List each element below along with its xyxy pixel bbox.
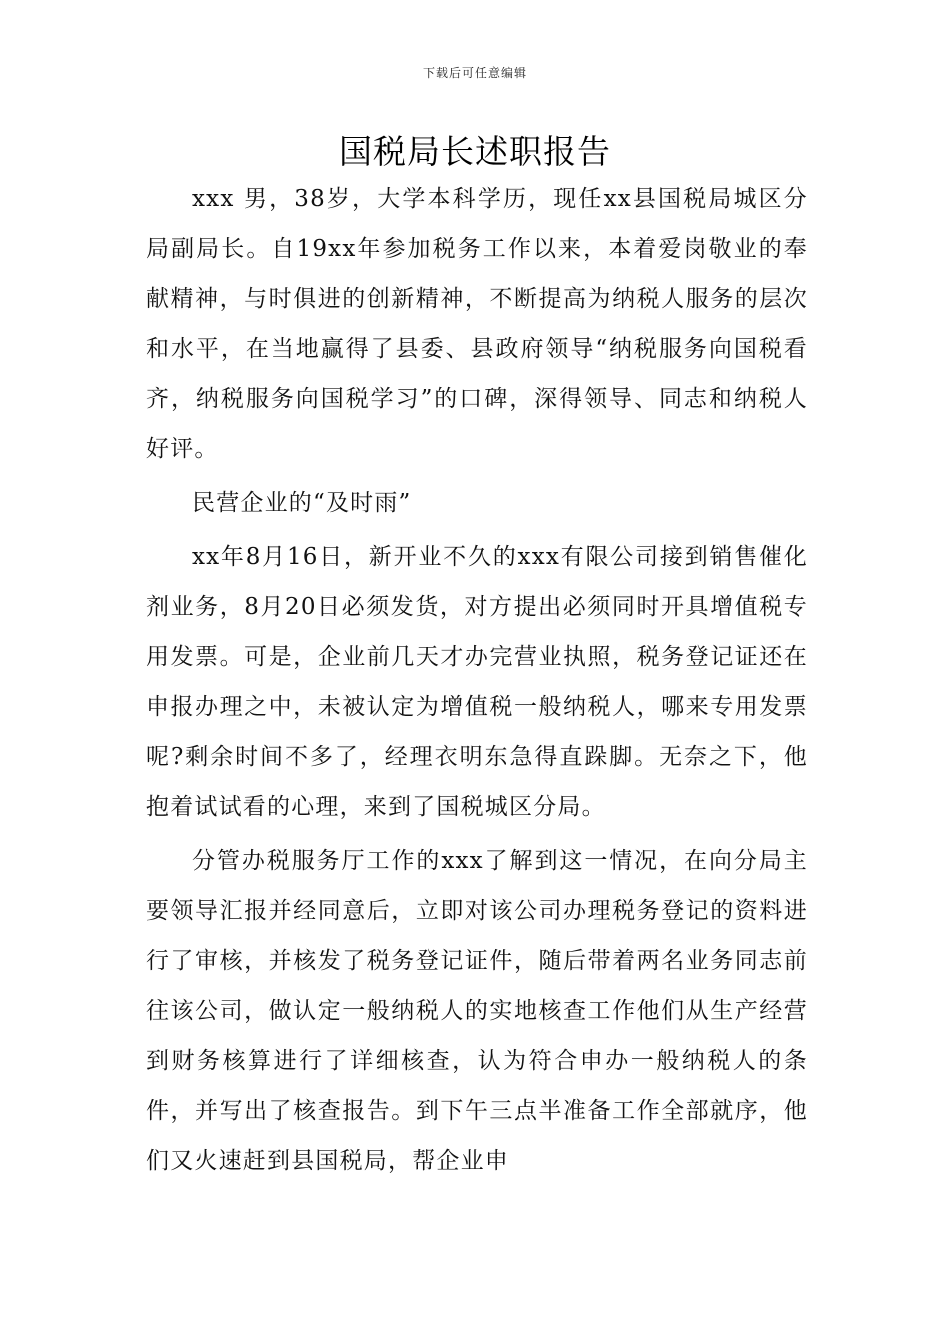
document-title: 国税局长述职报告 xyxy=(339,132,611,171)
document-body xyxy=(146,174,808,1186)
paragraph-intro: xxx 男，38岁，大学本科学历，现任xx县国税局城区分局副局长。自19xx年参加税务工作以来，本着爱岗敬业的奉献精神，与时俱进的创新精神，不断提高为纳税人服务的层次和水平，在当地赢得了县委、县政府领导“纳税服务向国税看齐，纳税服务向国税学习”的口碑，深得领导、同志和纳税人好评。 xyxy=(146,186,808,462)
paragraph-followup: 分管办税服务厅工作的xxx了解到这一情况，在向分局主要领导汇报并经同意后，立即对该公司办理税务登记的资料进行了审核，并核发了税务登记证件，随后带着两名业务同志前往该公司，做认定一般纳税人的实地核查工作他们从生产经营到财务核算进行了详细核查，认为符合申办一般纳税人的条件，并写出了核查报告。到下午三点半准备工作全部就序，他们又火速赶到县国税局，帮企业申 xyxy=(146,848,808,1174)
paragraph-story: xx年8月16日，新开业不久的xxx有限公司接到销售催化剂业务，8月20日必须发货，对方提出必须同时开具增值税专用发票。可是，企业前几天才办完营业执照，税务登记证还在申报办理之中，未被认定为增值税一般纳税人，哪来专用发票呢?剩余时间不多了，经理衣明东急得直跺脚。无奈之下，他抱着试试看的心理，来到了国税城区分局。 xyxy=(146,544,808,820)
section-heading: 民营企业的“及时雨” xyxy=(192,490,412,516)
header-note: 下载后可任意编辑 xyxy=(422,66,527,80)
